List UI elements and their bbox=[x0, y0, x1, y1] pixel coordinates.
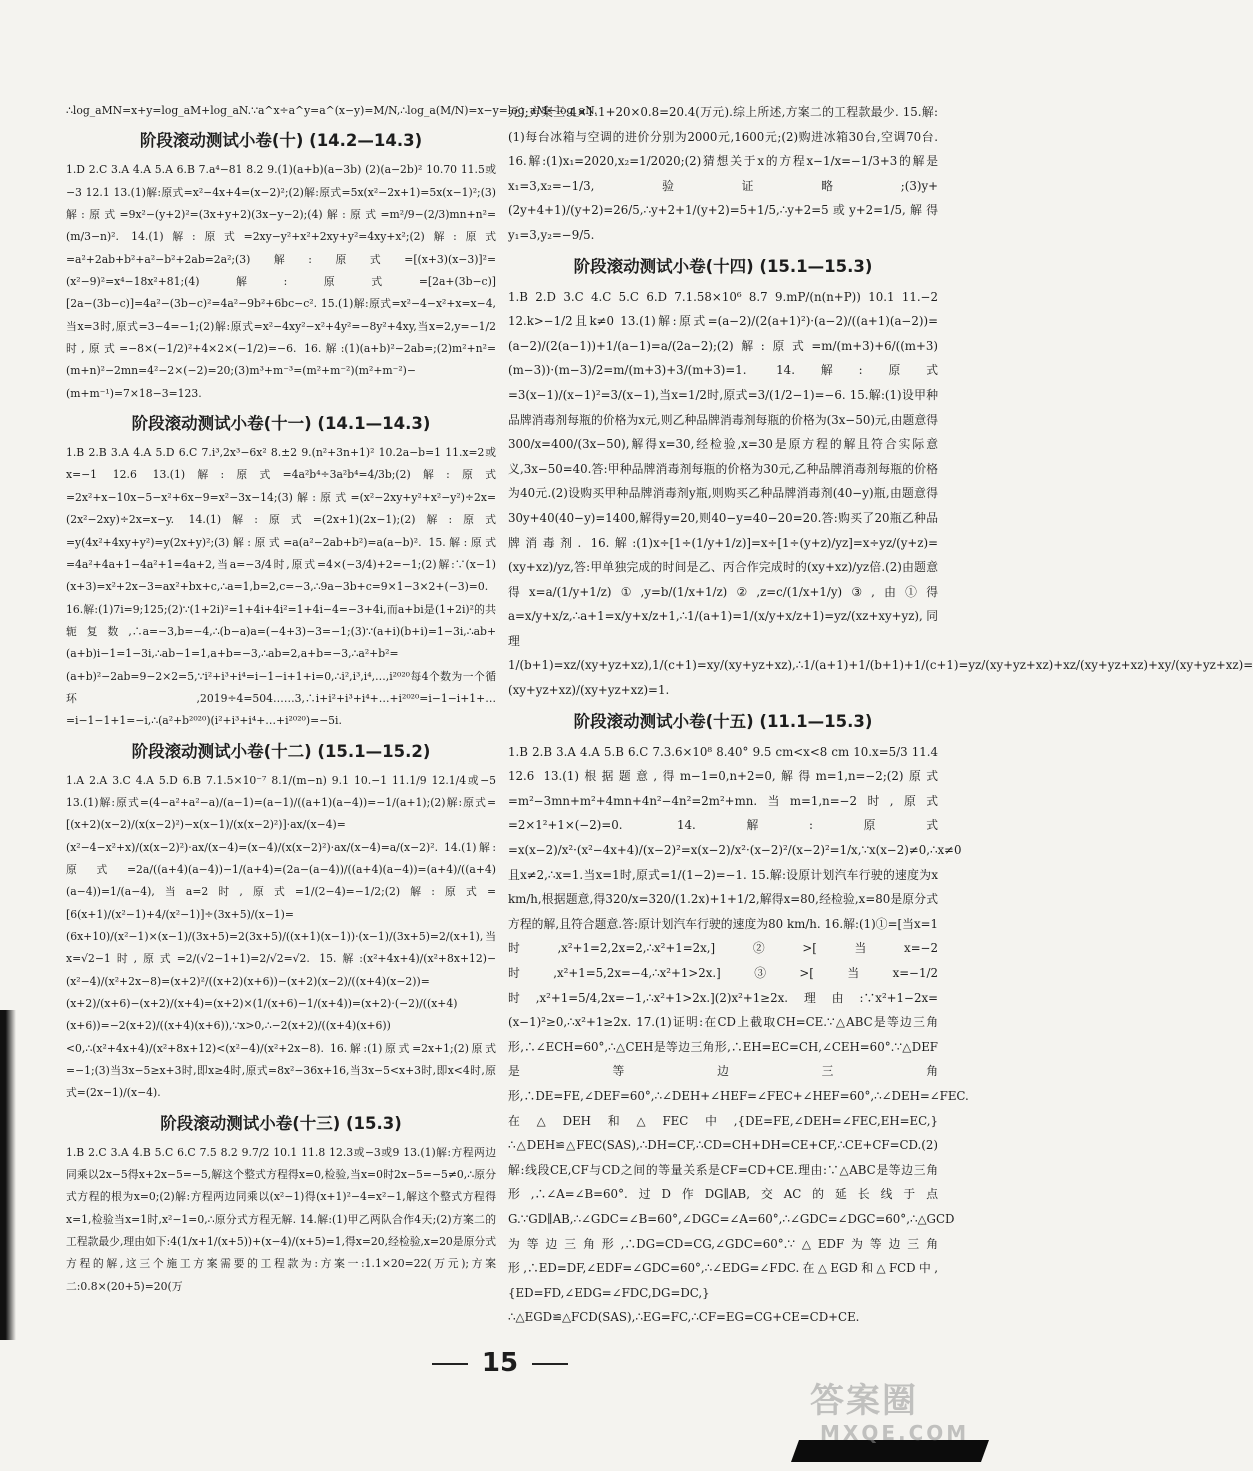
page-number-text: 15 bbox=[481, 1348, 519, 1378]
answer-paragraph: 1.A 2.A 3.C 4.A 5.D 6.B 7.1.5×10⁻⁷ 8.1/(m−n) 9.1 10.−1 11.1/9 12.1/4或−5 13.(1)解:原式=(4−a²+a²−a)/(a−1)=(a−1)/((a+1)(a−4))=−1/(a+1);(2)解:原式=[(x+2)(x−2)/(x(x−2)²)−x(x−1)/(x(x−2)²)]·ax/(x−4)=(x²−4−x²+x)/(x(x−2)²)·ax/(x−4)=(x−4)/(x(x−2)²)·ax/(x−4)=a/(x−2)². 14.(1)解:原式=2a/((a+4)(a−4))−1/(a+4)=(2a−(a−4))/((a+4)(a−4))=(a+4)/((a+4)(a−4))=1/(a−4),当a=2时,原式=1/(2−4)=−1/2;(2)解:原式=[6(x+1)/(x²−1)+4/(x²−1)]÷(3x+5)/(x−1)=(6x+10)/(x²−1)×(x−1)/(3x+5)=2(3x+5)/((x+1)(x−1))·(x−1)/(3x+5)=2/(x+1),当x=√2−1时,原式=2/(√2−1+1)=2/√2=√2. 15.解:(x²+4x+4)/(x²+8x+12)−(x²−4)/(x²+2x−8)=(x+2)²/((x+2)(x+6))−(x+2)(x−2)/((x+4)(x−2))=(x+2)/(x+6)−(x+2)/(x+4)=(x+2)×(1/(x+6)−1/(x+4))=(x+2)·(−2)/((x+4)(x+6))=−2(x+2)/((x+4)(x+6)),∵x>0,∴−2(x+2)/((x+4)(x+6))<0,∴(x²+4x+4)/(x²+8x+12)<(x²−4)/(x²+2x−8). 16.解:(1)原式=2x+1;(2)原式=−1;(3)当3x−5≥x+3时,即x≥4时,原式=8x²−36x+16,当3x−5<x+3时,即x<4时,原式=(2x−1)/(x−4). bbox=[66, 773, 496, 1100]
section-heading: 阶段滚动测试小卷(十二) (15.1—15.2) bbox=[131, 741, 431, 761]
answer-paragraph: 1.B 2.B 3.A 4.A 5.D 6.C 7.i³,2x³−6x² 8.±2 9.(n²+3n+1)² 10.2a−b=1 11.x=2或x=−1 12.6 13.(1)解:原式=4a²b⁴÷3a²b⁴=4/3b;(2)解:原式=2x²+x−10x−5−x²+6x−9=x²−3x−14;(3)解:原式=(x²−2xy+y²+x²−y²)÷2x=(2x²−2xy)÷2x=x−y. 14.(1)解:原式=(2x+1)(2x−1);(2)解:原式=y(4x²+4xy+y²)=y(2x+y)²;(3)解:原式=a(a²−2ab+b²)=a(a−b)². 15.解:原式=4a²+4a+1−4a²+1=4a+2,当a=−3/4时,原式=4×(−3/4)+2=−1;(2)解:∵(x−1)(x+3)=x²+2x−3=ax²+bx+c,∴a=1,b=2,c=−3,∴9a−3b+c=9×1−3×2+(−3)=0. 16.解:(1)7i=9;125;(2)∵(1+2i)²=1+4i+4i²=1+4i−4=−3+4i,而a+bi是(1+2i)²的共轭复数,∴a=−3,b=−4,∴(b−a)a=(−4+3)−3=−1;(3)∵(a+i)(b+i)=1−3i,∴ab+(a+b)i−1=1−3i,∴ab−1=1,a+b=−3,∴ab=2,a+b=−3,∴a²+b²=(a+b)²−2ab=9−2×2=5,∵i²+i³+i⁴=i−1−i+1+i=0,∴i²,i³,i⁴,…,i²⁰²⁰每4个数为一个循环,2019÷4=504……3,∴i+i²+i³+i⁴+…+i²⁰²⁰=i−1−i+1+…=i−1−1+1=−i,∴(a²+b²⁰²⁰)(i²+i³+i⁴+…+i²⁰²⁰)=−5i. bbox=[66, 446, 496, 728]
answer-paragraph: 1.B 2.D 3.C 4.C 5.C 6.D 7.1.58×10⁶ 8.7 9.mP/(n(n+P)) 10.1 11.−2 12.k>−1/2且k≠0 13.(1)解:原式=(a−2)/(2(a+1)²)·(a−2)/((a+1)(a−2))=(a−2)/(2(a−1))+1/(a−1)=a/(2a−2);(2)解:原式=m/(m+3)+6/((m+3)(m−3))·(m−3)/2=m/(m+3)+3/(m+3)=1. 14.解:原式=3(x−1)/(x−1)²=3/(x−1),当x=1/2时,原式=3/(1/2−1)=−6. 15.解:(1)设甲种品牌消毒剂每瓶的价格为x元,则乙种品牌消毒剂每瓶的价格为(3x−50)元,由题意得300/x=400/(3x−50),解得x=30,经检验,x=30是原方程的解且符合实际意义,3x−50=40.答:甲种品牌消毒剂每瓶的价格为30元,乙种品牌消毒剂每瓶的价格为40元.(2)设购买甲种品牌消毒剂y瓶,则购买乙种品牌消毒剂(40−y)瓶,由题意得30y+40(40−y)=1400,解得y=20,则40−y=40−20=20.答:购买了20瓶乙种品牌消毒剂. 16.解:(1)x÷[1÷(1/y+1/z)]=x÷[1÷(y+z)/yz]=x÷yz/(y+z)=(xy+xz)/yz,答:甲单独完成的时间是乙、丙合作完成时的(xy+xz)/yz倍.(2)由题意得x=a/(1/y+1/z)①,y=b/(1/x+1/z)②,z=c/(1/x+1/y)③,由①得a=x/y+x/z,∴a+1=x/y+x/z+1,∴1/(a+1)=1/(x/y+x/z+1)=yz/(xz+xy+yz),同理1/(b+1)=xz/(xy+yz+xz),1/(c+1)=xy/(xy+yz+xz),∴1/(a+1)+1/(b+1)+1/(c+1)=yz/(xy+yz+xz)+xz/(xy+yz+xz)+xy/(xy+yz+xz)=(xy+yz+xz)/(xy+yz+xz)=1. bbox=[508, 289, 1253, 698]
answer-paragraph: 1.B 2.C 3.A 4.B 5.C 6.C 7.5 8.2 9.7/2 10.1 11.8 12.3或−3或9 13.(1)解:方程两边同乘以2x−5得x+2x−5=−5,解这个整式方程得x=0,检验,当x=0时2x−5=−5≠0,∴原分式方程的根为x=0;(2)解:方程两边同乘以(x²−1)得(x+1)²−4=x²−1,解这个整式方程得x=1,检验当x=1时,x²−1=0,∴原分式方程无解. 14.解:(1)甲乙两队合作4天;(2)方案二的工程款最少,理由如下:4(1/x+1/(x+5))+(x−4)/(x+5)=1,得x=20,经检验,x=20是原分式方程的解,这三个施工方案需要的工程款为:方案一:1.1×20=22(万元);方案二:0.8×(20+5)=20(万 bbox=[66, 1145, 496, 1293]
section-heading: 阶段滚动测试小卷(十四) (15.1—15.3) bbox=[573, 256, 873, 276]
right-column bbox=[508, 100, 1253, 1330]
watermark-bottom-text: MXQE.COM bbox=[820, 1421, 970, 1445]
section-heading: 阶段滚动测试小卷(十三) (15.3) bbox=[160, 1113, 402, 1133]
section-heading: 阶段滚动测试小卷(十五) (11.1—15.3) bbox=[573, 711, 873, 731]
scan-shadow-left bbox=[0, 1010, 16, 1340]
left-column bbox=[66, 100, 598, 1298]
page-number bbox=[0, 1348, 1000, 1378]
answer-paragraph: 元);方案三:4×1.1+20×0.8=20.4(万元).综上所述,方案二的工程款最少. 15.解:(1)每台冰箱与空调的进价分别为2000元,1600元;(2)购进冰箱30台,空调70台. 16.解:(1)x₁=2020,x₂=1/2020;(2)猜想关于x的方程x−1/x=−1/3+3的解是x₁=3,x₂=−1/3,验证略;(3)y+(2y+4+1)/(y+2)=26/5,∴y+2+1/(y+2)=5+1/5,∴y+2=5或y+2=1/5,解得y₁=3,y₂=−9/5. bbox=[508, 105, 938, 242]
section-heading: 阶段滚动测试小卷(十) (14.2—14.3) bbox=[139, 131, 423, 151]
watermark-logo bbox=[810, 1380, 980, 1460]
page-number-left-dash bbox=[432, 1363, 468, 1365]
answer-paragraph: 1.B 2.B 3.A 4.A 5.B 6.C 7.3.6×10⁸ 8.40° 9.5 cm<x<8 cm 10.x=5/3 11.4 12.6 13.(1)根据题意,得m−1=0,n+2=0,解得m=1,n=−2;(2)原式=m²−3mn+m²+4mn+4n²−4n²=2m²+mn.当m=1,n=−2时,原式=2×1²+1×(−2)=0. 14.解:原式=x(x−2)/x²·(x²−4x+4)/(x−2)²=x(x−2)/x²·(x−2)²/(x−2)²=1/x,∵x(x−2)≠0,∴x≠0且x≠2,∴x=1.当x=1时,原式=1/(1−2)=−1. 15.解:设原计划汽车行驶的速度为x km/h,根据题意,得320/x=320/(1.2x)+1+1/2,解得x=80,经检验,x=80是原分式方程的解,且符合题意.答:原计划汽车行驶的速度为80 km/h. 16.解:(1)①=[当x=1时,x²+1=2,2x=2,∴x²+1=2x,]②>[当x=−2时,x²+1=5,2x=−4,∴x²+1>2x.]③>[当x=−1/2时,x²+1=5/4,2x=−1,∴x²+1>2x.](2)x²+1≥2x.理由:∵x²+1−2x=(x−1)²≥0,∴x²+1≥2x. 17.(1)证明:在CD上截取CH=CE.∵△ABC是等边三角形,∴∠ECH=60°,∴△CEH是等边三角形,∴EH=EC=CH,∠CEH=60°.∵△DEF是等边三角形,∴DE=FE,∠DEF=60°,∴∠DEH+∠HEF=∠FEC+∠HEF=60°,∴∠DEH=∠FEC.在△DEH和△FEC中,{DE=FE,∠DEH=∠FEC,EH=EC,}∴△DEH≌△FEC(SAS),∴DH=CF,∴CD=CH+DH=CE+CF,∴CE+CF=CD.(2)解:线段CE,CF与CD之间的等量关系是CF=CD+CE.理由:∵△ABC是等边三角形,∴∠A=∠B=60°.过D作DG∥AB,交AC的延长线于点G.∵GD∥AB,∴∠GDC=∠B=60°,∠DGC=∠A=60°,∴∠GDC=∠DGC=60°,∴△GCD为等边三角形,∴DG=CD=CG,∠GDC=60°.∵△EDF为等边三角形,∴ED=DF,∠EDF=∠GDC=60°,∴∠EDG=∠FDC.在△EGD和△FCD中,{ED=FD,∠EDG=∠FDC,DG=DC,}∴△EGD≌△FCD(SAS),∴EG=FC,∴CF=EG=CG+CE=CD+CE. bbox=[508, 744, 969, 1325]
page-number-right-dash bbox=[532, 1363, 568, 1365]
answer-paragraph: 1.D 2.C 3.A 4.A 5.A 6.B 7.a⁴−81 8.2 9.(1)(a+b)(a−3b) (2)(a−2b)² 10.70 11.5或−3 12.1 13.(1)解:原式=x²−4x+4=(x−2)²;(2)解:原式=5x(x²−2x+1)=5x(x−1)²;(3)解:原式=9x²−(y+2)²=(3x+y+2)(3x−y−2);(4)解:原式=m²/9−(2/3)mn+n²=(m/3−n)². 14.(1)解:原式=2xy−y²+x²+2xy+y²=4xy+x²;(2)解:原式=a²+2ab+b²+a²−b²+2ab=2a²;(3)解:原式=[(x+3)(x−3)]²=(x²−9)²=x⁴−18x²+81;(4)解:原式=[2a+(3b−c)][2a−(3b−c)]=4a²−(3b−c)²=4a²−9b²+6bc−c². 15.(1)解:原式=x²−4−x²+x=x−4,当x=3时,原式=3−4=−1;(2)解:原式=x²−4xy²−x²+4y²=−8y²+4xy,当x=2,y=−1/2时,原式=−8×(−1/2)²+4×2×(−1/2)=−6. 16.解:(1)(a+b)²−2ab=;(2)m²+n²=(m+n)²−2mn=4²−2×(−2)=20;(3)m³+m⁻³=(m²+m⁻²)(m²+m⁻²)−(m+m⁻¹)=7×18−3=123. bbox=[66, 163, 496, 400]
section-heading: 阶段滚动测试小卷(十一) (14.1—14.3) bbox=[131, 414, 431, 434]
answer-paragraph: ∴log_aMN=x+y=log_aM+log_aN.∵a^x÷a^y=a^(x−y)=M/N,∴log_a(M/N)=x−y=log_aM−log_aN. bbox=[66, 104, 598, 117]
watermark-top-text: 答案圈 bbox=[810, 1381, 918, 1421]
